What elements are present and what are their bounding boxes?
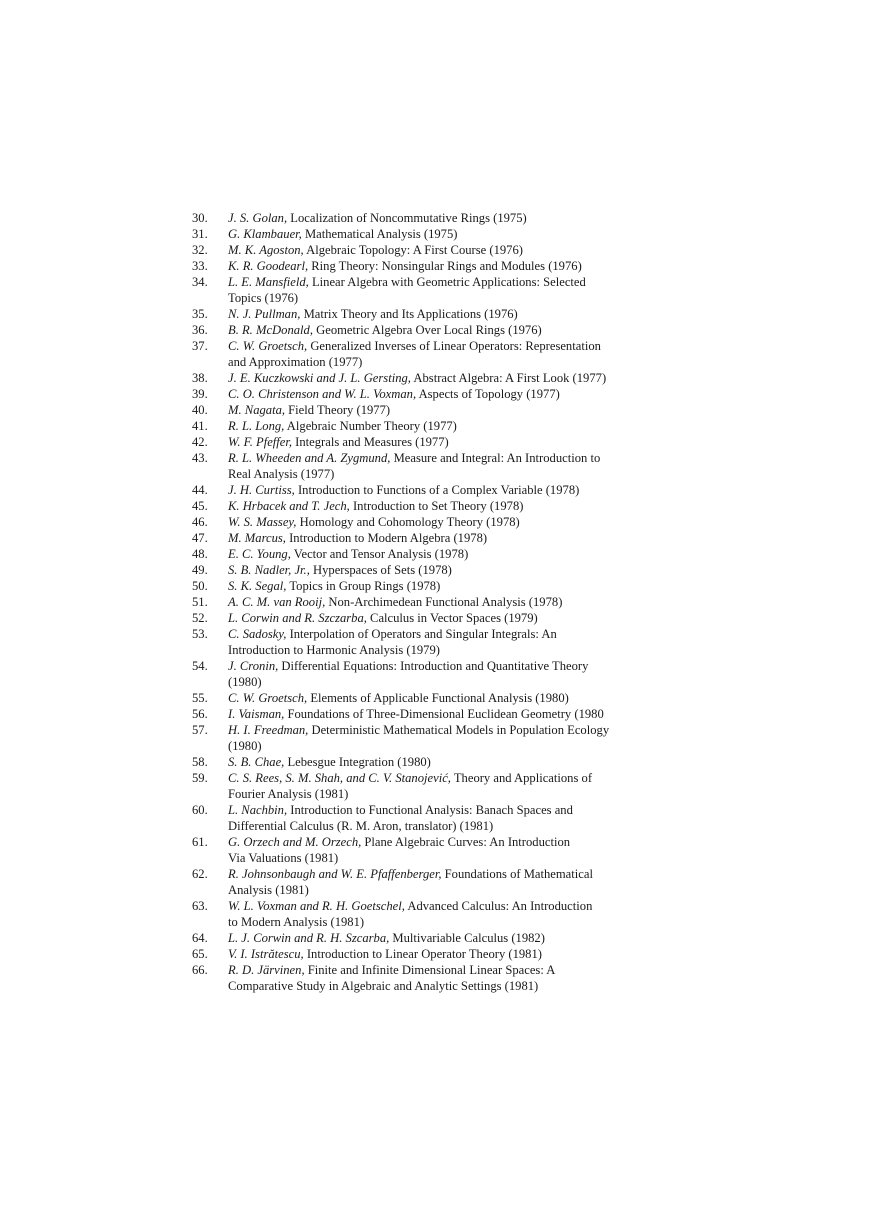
entry-number: 30.: [192, 211, 208, 225]
list-item: [192, 690, 692, 706]
entry-body: [228, 610, 692, 626]
entry-title: Vector and Tensor Analysis (1978): [290, 547, 469, 561]
list-item: [192, 434, 692, 450]
entry-title: Field Theory (1977): [285, 403, 391, 417]
entry-number: 46.: [192, 515, 208, 529]
list-item: [192, 482, 692, 498]
entry-body: [228, 530, 692, 546]
entry-title: Introduction to Set Theory (1978): [349, 499, 524, 513]
entry-body: [228, 930, 692, 946]
entry-body: [228, 242, 692, 258]
entry-title: Finite and Infinite Dimensional Linear Spaces: A Comparative Study in Algebraic and Analytic Settings (1981): [228, 963, 556, 993]
entry-title: Elements of Applicable Functional Analysis (1980): [307, 691, 569, 705]
entry-number: 58.: [192, 755, 208, 769]
entry-title: Generalized Inverses of Linear Operators: Representation and Approximation (1977): [228, 339, 601, 369]
entry-body: [228, 802, 692, 834]
entry-body: [228, 946, 692, 962]
entry-body: [228, 514, 692, 530]
list-item: [192, 834, 692, 866]
entry-authors: I. Vaisman,: [228, 707, 285, 721]
entry-authors: S. B. Chae,: [228, 755, 285, 769]
list-item: [192, 658, 692, 690]
entry-body: [228, 482, 692, 498]
entry-title: Differential Equations: Introduction and Quantitative Theory (1980): [228, 659, 589, 689]
list-item: [192, 946, 692, 962]
entry-body: [228, 322, 692, 338]
entry-authors: S. K. Segal,: [228, 579, 287, 593]
entry-number: 43.: [192, 451, 208, 465]
entry-body: [228, 962, 692, 994]
entry-authors: C. W. Groetsch,: [228, 339, 308, 353]
entry-body: [228, 658, 692, 690]
list-item: [192, 722, 692, 754]
entry-body: [228, 690, 692, 706]
entry-body: [228, 402, 692, 418]
entry-number: 34.: [192, 275, 208, 289]
list-item: [192, 338, 692, 370]
list-item: [192, 226, 692, 242]
entry-title: Lebesgue Integration (1980): [284, 755, 431, 769]
entry-authors: J. S. Golan,: [228, 211, 288, 225]
entry-authors: C. O. Christenson and W. L. Voxman,: [228, 387, 417, 401]
entry-number: 52.: [192, 611, 208, 625]
entry-authors: V. I. Istrătescu,: [228, 947, 304, 961]
entry-authors: G. Klambauer,: [228, 227, 302, 241]
entry-title: Integrals and Measures (1977): [292, 435, 449, 449]
entry-authors: C. Sadosky,: [228, 627, 287, 641]
list-item: [192, 258, 692, 274]
entry-body: [228, 226, 692, 242]
entry-authors: K. R. Goodearl,: [228, 259, 309, 273]
entry-number: 39.: [192, 387, 208, 401]
entry-number: 49.: [192, 563, 208, 577]
list-item: [192, 210, 692, 226]
entry-body: [228, 210, 692, 226]
entry-authors: L. E. Mansfield,: [228, 275, 309, 289]
entry-number: 33.: [192, 259, 208, 273]
list-item: [192, 962, 692, 994]
entry-number: 31.: [192, 227, 208, 241]
entry-number: 40.: [192, 403, 208, 417]
list-item: [192, 930, 692, 946]
entry-body: [228, 594, 692, 610]
entry-title: Multivariable Calculus (1982): [389, 931, 545, 945]
list-item: [192, 402, 692, 418]
entry-title: Foundations of Three-Dimensional Euclidean Geometry (1980: [284, 707, 604, 721]
entry-number: 53.: [192, 627, 208, 641]
entry-title: Plane Algebraic Curves: An Introduction Via Valuations (1981): [228, 835, 571, 865]
list-item: [192, 514, 692, 530]
entry-body: [228, 706, 692, 722]
entry-authors: R. D. Järvinen,: [228, 963, 305, 977]
list-item: [192, 530, 692, 546]
list-item: [192, 242, 692, 258]
list-item: [192, 610, 692, 626]
entry-title: Introduction to Functions of a Complex Variable (1978): [294, 483, 580, 497]
entry-body: [228, 274, 692, 306]
entry-authors: J. H. Curtiss,: [228, 483, 295, 497]
entry-authors: A. C. M. van Rooij,: [228, 595, 326, 609]
entry-number: 54.: [192, 659, 208, 673]
entry-body: [228, 370, 692, 386]
entry-title: Interpolation of Operators and Singular Integrals: An Introduction to Harmonic Analysis (1979): [228, 627, 557, 657]
entry-number: 48.: [192, 547, 208, 561]
entry-title: Measure and Integral: An Introduction to Real Analysis (1977): [228, 451, 601, 481]
entry-title: Algebraic Number Theory (1977): [284, 419, 457, 433]
list-item: [192, 578, 692, 594]
entry-number: 35.: [192, 307, 208, 321]
entry-title: Localization of Noncommutative Rings (1975): [287, 211, 527, 225]
entry-number: 41.: [192, 419, 208, 433]
entry-body: [228, 770, 692, 802]
entry-number: 51.: [192, 595, 208, 609]
entry-number: 59.: [192, 771, 208, 785]
entry-number: 61.: [192, 835, 208, 849]
entry-number: 55.: [192, 691, 208, 705]
list-item: [192, 562, 692, 578]
entry-number: 47.: [192, 531, 208, 545]
entry-number: 66.: [192, 963, 208, 977]
entry-body: [228, 722, 692, 754]
list-item: [192, 306, 692, 322]
entry-number: 64.: [192, 931, 208, 945]
entry-authors: W. L. Voxman and R. H. Goetschel,: [228, 899, 405, 913]
entry-title: Geometric Algebra Over Local Rings (1976): [313, 323, 542, 337]
list-item: [192, 898, 692, 930]
list-item: [192, 450, 692, 482]
entry-title: Linear Algebra with Geometric Applications: Selected Topics (1976): [228, 275, 586, 305]
entry-body: [228, 450, 692, 482]
entry-authors: W. F. Pfeffer,: [228, 435, 293, 449]
entry-body: [228, 434, 692, 450]
entry-authors: R. L. Long,: [228, 419, 285, 433]
entry-title: Ring Theory: Nonsingular Rings and Modules (1976): [308, 259, 582, 273]
entry-title: Topics in Group Rings (1978): [286, 579, 441, 593]
entry-title: Homology and Cohomology Theory (1978): [296, 515, 520, 529]
entry-authors: E. C. Young,: [228, 547, 291, 561]
list-item: [192, 322, 692, 338]
list-item: [192, 386, 692, 402]
entry-body: [228, 754, 692, 770]
entry-body: [228, 418, 692, 434]
entry-body: [228, 562, 692, 578]
list-item: [192, 706, 692, 722]
list-item: [192, 546, 692, 562]
list-item: [192, 626, 692, 658]
entry-body: [228, 498, 692, 514]
entry-number: 32.: [192, 243, 208, 257]
entry-authors: G. Orzech and M. Orzech,: [228, 835, 362, 849]
entry-title: Non-Archimedean Functional Analysis (1978): [325, 595, 563, 609]
entry-authors: L. Nachbin,: [228, 803, 288, 817]
entry-number: 57.: [192, 723, 208, 737]
entry-title: Advanced Calculus: An Introduction to Modern Analysis (1981): [228, 899, 593, 929]
entry-body: [228, 578, 692, 594]
entry-title: Introduction to Functional Analysis: Banach Spaces and Differential Calculus (R. M. Aron, translator) (1981): [228, 803, 573, 833]
entry-authors: K. Hrbacek and T. Jech,: [228, 499, 350, 513]
entry-authors: B. R. McDonald,: [228, 323, 313, 337]
entry-number: 38.: [192, 371, 208, 385]
entry-authors: N. J. Pullman,: [228, 307, 301, 321]
entry-body: [228, 258, 692, 274]
entry-number: 50.: [192, 579, 208, 593]
list-item: [192, 754, 692, 770]
entry-authors: L. J. Corwin and R. H. Szcarba,: [228, 931, 390, 945]
entry-title: Mathematical Analysis (1975): [301, 227, 458, 241]
entry-authors: C. W. Groetsch,: [228, 691, 308, 705]
entry-number: 44.: [192, 483, 208, 497]
entry-body: [228, 338, 692, 370]
entry-authors: C. S. Rees, S. M. Shah, and C. V. Stanojević,: [228, 771, 451, 785]
entry-authors: J. Cronin,: [228, 659, 279, 673]
entry-authors: J. E. Kuczkowski and J. L. Gersting,: [228, 371, 411, 385]
entry-authors: M. K. Agoston,: [228, 243, 304, 257]
entry-number: 60.: [192, 803, 208, 817]
entry-title: Algebraic Topology: A First Course (1976): [303, 243, 523, 257]
entry-number: 42.: [192, 435, 208, 449]
entry-body: [228, 626, 692, 658]
book-series-list: [192, 210, 692, 994]
entry-body: [228, 386, 692, 402]
list-item: [192, 802, 692, 834]
entry-authors: R. L. Wheeden and A. Zygmund,: [228, 451, 391, 465]
entry-number: 63.: [192, 899, 208, 913]
entry-number: 37.: [192, 339, 208, 353]
entry-title: Deterministic Mathematical Models in Population Ecology (1980): [228, 723, 610, 753]
list-item: [192, 370, 692, 386]
entry-title: Foundations of Mathematical Analysis (1981): [228, 867, 593, 897]
list-item: [192, 418, 692, 434]
entry-title: Aspects of Topology (1977): [416, 387, 560, 401]
entry-number: 56.: [192, 707, 208, 721]
entry-number: 45.: [192, 499, 208, 513]
entry-authors: M. Nagata,: [228, 403, 286, 417]
list-item: [192, 274, 692, 306]
list-item: [192, 770, 692, 802]
entry-body: [228, 898, 692, 930]
entry-authors: S. B. Nadler, Jr.,: [228, 563, 310, 577]
entry-authors: H. I. Freedman,: [228, 723, 309, 737]
entry-number: 36.: [192, 323, 208, 337]
entry-body: [228, 546, 692, 562]
entry-title: Matrix Theory and Its Applications (1976): [300, 307, 518, 321]
entry-title: Abstract Algebra: A First Look (1977): [410, 371, 607, 385]
entry-title: Theory and Applications of Fourier Analysis (1981): [228, 771, 593, 801]
list-item: [192, 866, 692, 898]
entry-authors: M. Marcus,: [228, 531, 286, 545]
entry-authors: L. Corwin and R. Szczarba,: [228, 611, 367, 625]
entry-body: [228, 866, 692, 898]
list-item: [192, 594, 692, 610]
entry-title: Hyperspaces of Sets (1978): [309, 563, 452, 577]
entry-authors: W. S. Massey,: [228, 515, 297, 529]
list-item: [192, 498, 692, 514]
entry-title: Introduction to Linear Operator Theory (1981): [303, 947, 542, 961]
entry-body: [228, 306, 692, 322]
entry-title: Calculus in Vector Spaces (1979): [366, 611, 538, 625]
entry-number: 62.: [192, 867, 208, 881]
entry-authors: R. Johnsonbaugh and W. E. Pfaffenberger,: [228, 867, 442, 881]
entry-number: 65.: [192, 947, 208, 961]
entry-body: [228, 834, 692, 866]
entry-title: Introduction to Modern Algebra (1978): [285, 531, 488, 545]
